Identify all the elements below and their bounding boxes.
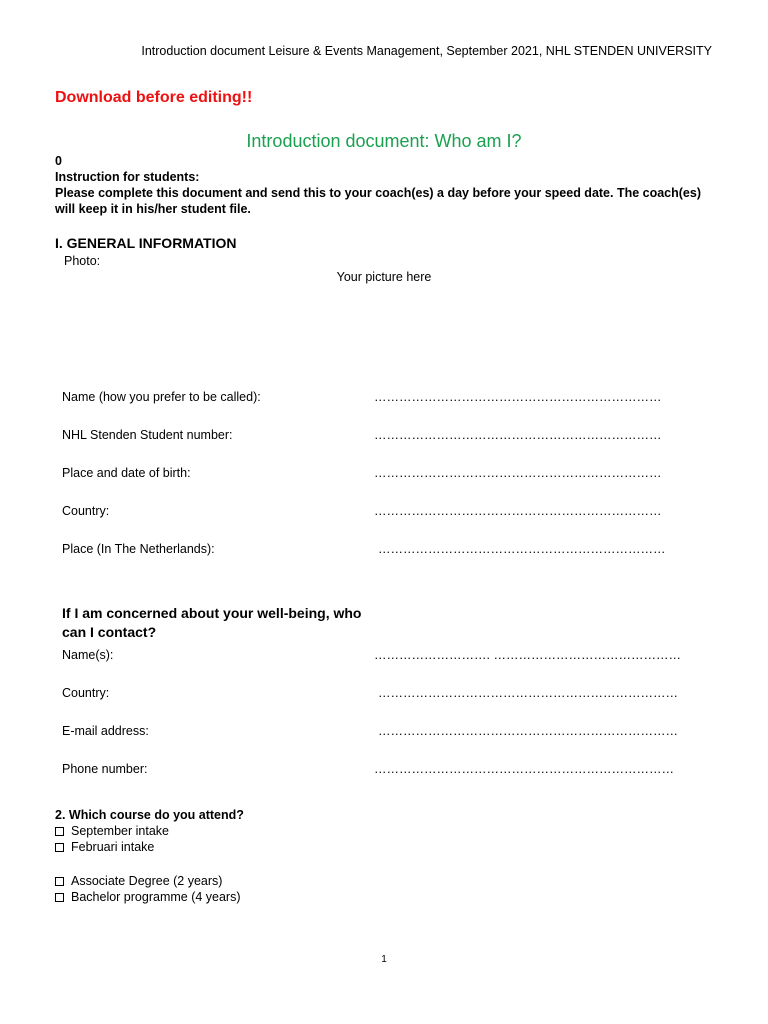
option-associate-degree[interactable] [55,874,222,888]
option-label: September intake [71,824,169,838]
contact-input-names[interactable]: ………………………. ……………………………………… [374,648,681,662]
contact-label-names: Name(s): [62,648,114,662]
stray-zero: 0 [55,154,62,168]
instruction-line-2: will keep it in his/her student file. [55,202,251,216]
option-label: Bachelor programme (4 years) [71,890,241,904]
checkbox-icon[interactable] [55,843,64,852]
field-label-name: Name (how you prefer to be called): [62,390,261,404]
checkbox-icon[interactable] [55,893,64,902]
checkbox-icon[interactable] [55,877,64,886]
option-bachelor-programme[interactable] [55,890,241,904]
field-input-country[interactable]: …………………………………………………………… [374,504,662,518]
field-label-student-number: NHL Stenden Student number: [62,428,233,442]
contact-input-country[interactable]: ……………………………………………………………… [378,686,678,700]
field-label-birth: Place and date of birth: [62,466,191,480]
section-general-information-heading: I. GENERAL INFORMATION [55,235,237,251]
field-label-place-nl: Place (In The Netherlands): [62,542,215,556]
download-note: Download before editing!! [55,89,253,106]
page-number: 1 [381,954,387,965]
field-input-birth[interactable]: …………………………………………………………… [374,466,662,480]
photo-label: Photo: [64,254,101,268]
contact-label-country: Country: [62,686,110,700]
contact-input-email[interactable]: ……………………………………………………………… [378,724,678,738]
field-label-country: Country: [62,504,110,518]
contact-label-email: E-mail address: [62,724,149,738]
section-course-heading: 2. Which course do you attend? [55,808,244,822]
contact-heading: If I am concerned about your well-being, who can I contact? [62,605,362,640]
option-februari-intake[interactable] [55,840,154,854]
instruction-heading: Instruction for students: [55,170,200,184]
page-header: Introduction document Leisure & Events Management, September 2021, NHL STENDEN UNIVERSITY [141,44,712,58]
field-input-student-number[interactable]: …………………………………………………………… [374,428,662,442]
option-label: Februari intake [71,840,155,854]
option-label: Associate Degree (2 years) [71,874,223,888]
field-input-place-nl[interactable]: …………………………………………………………… [378,542,666,556]
contact-label-phone: Phone number: [62,762,148,776]
option-september-intake[interactable] [55,824,169,838]
contact-input-phone[interactable]: ……………………………………………………………… [374,762,674,776]
picture-placeholder[interactable]: Your picture here [336,270,432,284]
checkbox-icon[interactable] [55,827,64,836]
document-title: Introduction document: Who am I? [246,131,522,151]
instruction-line-1: Please complete this document and send this to your coach(es) a day before your speed date. The coach(es) [55,186,702,200]
field-input-name[interactable]: …………………………………………………………… [374,390,662,404]
